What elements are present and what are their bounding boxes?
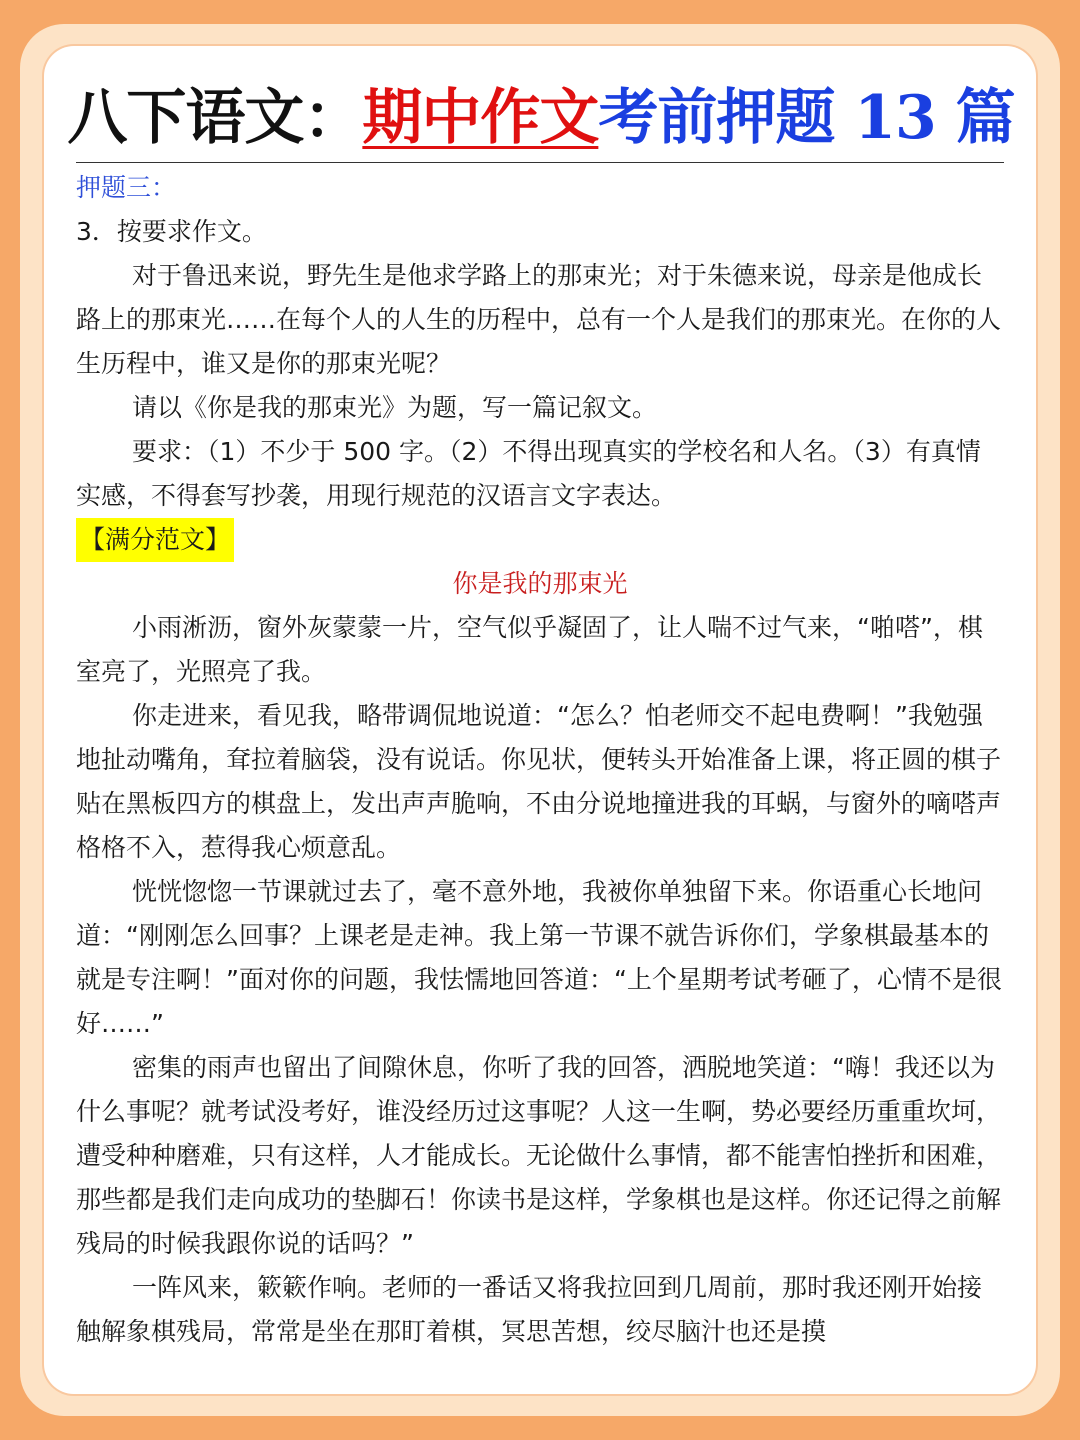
title-divider <box>76 162 1004 163</box>
question-heading: 3．按要求作文。 <box>76 217 267 246</box>
essay-paragraph: 小雨淅沥，窗外灰蒙蒙一片，空气似乎凝固了，让人喘不过气来，“啪嗒”，棋室亮了，光照亮了我。 <box>76 613 983 686</box>
page-title <box>46 82 1036 154</box>
section-label: 押题三： <box>76 173 177 202</box>
essay-paragraph: 你走进来，看见我，略带调侃地说道：“怎么？怕老师交不起电费啊！”我勉强地扯动嘴角，耷拉着脑袋，没有说话。你见状，便转头开始准备上课，将正圆的棋子贴在黑板四方的棋盘上，发出声声脆响，不由分说地撞进我的耳蜗，与窗外的嘀嗒声格格不入，惹得我心烦意乱。 <box>76 701 1002 862</box>
essay-paragraph: 密集的雨声也留出了间隙休息，你听了我的回答，洒脱地笑道：“嗨！我还以为什么事呢？就考试没考好，谁没经历过这事呢？人这一生啊，势必要经历重重坎坷，遭受种种磨难，只有这样，人才能成长。无论做什么事情，都不能害怕挫折和困难，那些都是我们走向成功的垫脚石！你读书是这样，学象棋也是这样。你还记得之前解残局的时候我跟你说的话吗？” <box>76 1053 1002 1258</box>
essay-paragraph: 恍恍惚惚一节课就过去了，毫不意外地，我被你单独留下来。你语重心长地问道：“刚刚怎么回事？上课老是走神。我上第一节课不就告诉你们，学象棋最基本的就是专注啊！”面对你的问题，我怯懦地回答道：“上个星期考试考砸了，心情不是很好……” <box>76 877 1002 1038</box>
question-prompt: 对于鲁迅来说，野先生是他求学路上的那束光；对于朱德来说，母亲是他成长路上的那束光……在每个人的人生的历程中，总有一个人是我们的那束光。在你的人生历程中，谁又是你的那束光呢？ <box>76 261 1002 378</box>
sample-badge: 【满分范文】 <box>76 518 234 562</box>
title-rest: 考前押题 13 篇 <box>598 83 1015 153</box>
title-subject: 八下语文： <box>67 83 363 153</box>
document-body <box>76 166 1004 1354</box>
question-requirements: 要求：（1）不少于 500 字。（2）不得出现真实的学校名和人名。（3）有真情实感，不得套写抄袭，用现行规范的汉语言文字表达。 <box>76 437 981 510</box>
title-highlight: 期中作文 <box>362 83 599 153</box>
question-instruction: 请以《你是我的那束光》为题，写一篇记叙文。 <box>132 393 658 422</box>
essay-title: 你是我的那束光 <box>452 569 628 598</box>
sample-badge-row <box>76 518 1004 562</box>
essay-paragraph: 一阵风来，簌簌作响。老师的一番话又将我拉回到几周前，那时我还刚开始接触解象棋残局，常常是坐在那盯着棋，冥思苦想，绞尽脑汁也还是摸 <box>76 1273 983 1346</box>
